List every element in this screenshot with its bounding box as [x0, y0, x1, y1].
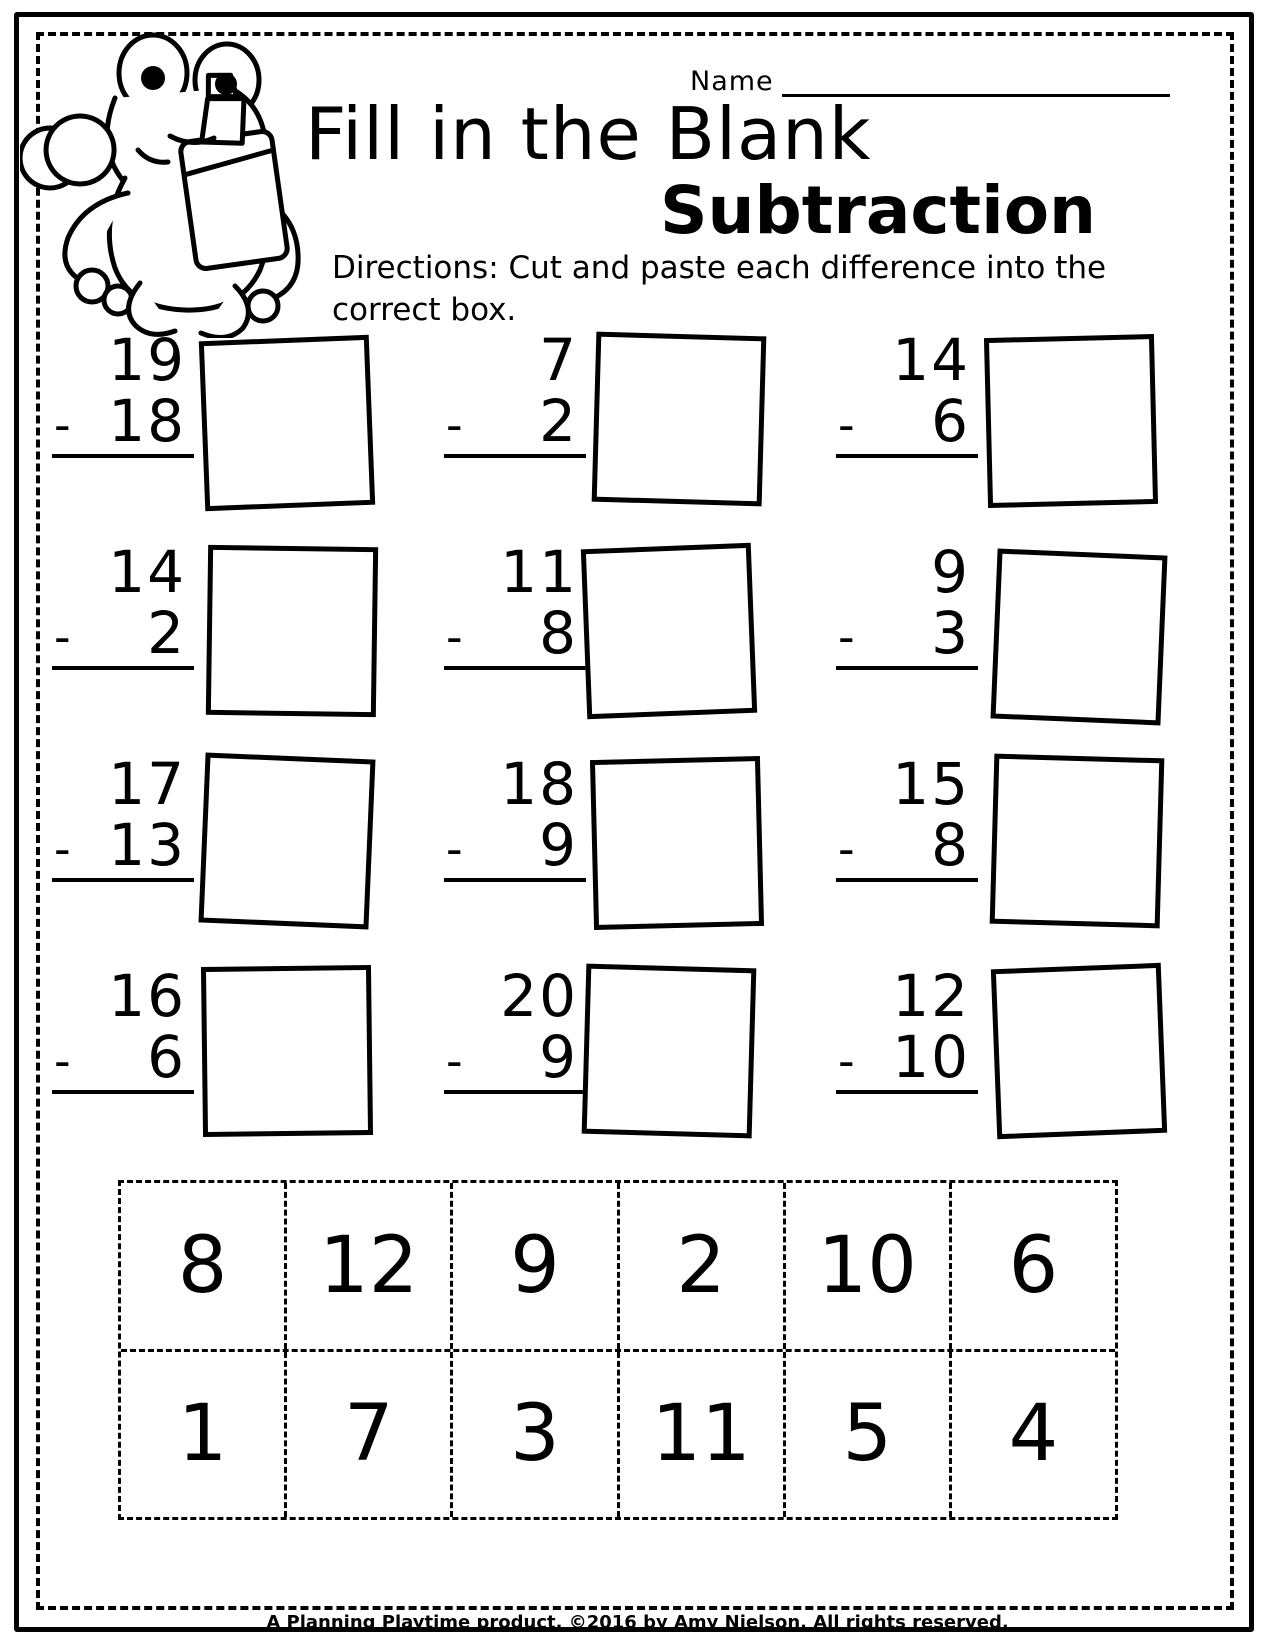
problem-item [52, 326, 422, 530]
minuend: 9 [931, 538, 970, 606]
answer-box[interactable] [592, 332, 767, 507]
minuend: 16 [108, 962, 186, 1030]
operator: - [838, 609, 855, 664]
problem-row [52, 750, 1212, 961]
problem-numbers [444, 962, 584, 1094]
frog-with-glue-bottle-icon [20, 18, 320, 338]
problem-item [836, 538, 1206, 742]
answer-box[interactable] [991, 963, 1167, 1139]
answer-card[interactable]: 10 [786, 1183, 952, 1349]
answer-card[interactable]: 8 [121, 1183, 287, 1349]
minuend: 12 [892, 962, 970, 1030]
answer-card[interactable]: 7 [287, 1352, 453, 1518]
answer-box[interactable] [991, 549, 1168, 726]
answer-box[interactable] [590, 756, 764, 930]
problem-numbers [836, 538, 976, 670]
operator: - [838, 1033, 855, 1088]
problem-item [52, 750, 422, 954]
problem-item [836, 962, 1206, 1166]
operator: - [838, 821, 855, 876]
problem-item [836, 326, 1206, 530]
subtrahend: 3 [931, 598, 970, 667]
answer-bank [118, 1180, 1118, 1520]
problem-numbers [52, 326, 192, 458]
name-label: Name [690, 66, 774, 97]
subtrahend: 18 [108, 386, 186, 455]
answer-box[interactable] [581, 543, 757, 719]
problem-item [52, 962, 422, 1166]
subtrahend: 10 [892, 1022, 970, 1091]
minuend: 15 [892, 750, 970, 818]
answer-box[interactable] [206, 545, 378, 717]
minuend: 11 [500, 538, 578, 606]
operator: - [446, 821, 463, 876]
answer-card[interactable]: 12 [287, 1183, 453, 1349]
problem-item [444, 962, 814, 1166]
subtrahend: 9 [539, 1022, 578, 1091]
problem-numbers [836, 962, 976, 1094]
subtrahend: 13 [108, 810, 186, 879]
minuend: 14 [892, 326, 970, 394]
subtrahend: 6 [931, 386, 970, 455]
problem-item [444, 326, 814, 530]
problem-row [52, 962, 1212, 1173]
minuend: 19 [108, 326, 186, 394]
operator: - [446, 1033, 463, 1088]
problem-item [444, 750, 814, 954]
operator: - [54, 821, 71, 876]
subtrahend: 8 [539, 598, 578, 667]
problem-row [52, 326, 1212, 537]
answer-card[interactable]: 3 [453, 1352, 619, 1518]
answer-box[interactable] [199, 335, 375, 511]
page-title-line1: Fill in the Blank [305, 92, 872, 176]
problem-numbers [52, 538, 192, 670]
operator: - [54, 397, 71, 452]
subtrahend: 2 [147, 598, 186, 667]
problem-row [52, 538, 1212, 749]
problem-item [52, 538, 422, 742]
answer-card[interactable]: 4 [1008, 1389, 1059, 1480]
minuend: 17 [108, 750, 186, 818]
directions-text: Directions: Cut and paste each difference into the correct box. [332, 250, 1107, 328]
answer-box[interactable] [582, 964, 757, 1139]
answer-card[interactable]: 11 [620, 1352, 786, 1518]
answer-box[interactable] [199, 753, 376, 930]
subtrahend: 6 [147, 1022, 186, 1091]
problem-item [444, 538, 814, 742]
problem-numbers [836, 326, 976, 458]
problem-numbers [836, 750, 976, 882]
operator: - [446, 397, 463, 452]
problem-numbers [444, 750, 584, 882]
answer-box[interactable] [990, 754, 1165, 929]
operator: - [54, 609, 71, 664]
problems-grid [52, 326, 1212, 1160]
answer-box[interactable] [201, 965, 373, 1137]
answer-card[interactable]: 9 [453, 1183, 619, 1349]
subtrahend: 2 [539, 386, 578, 455]
operator: - [54, 1033, 71, 1088]
copyright-footer: A Planning Playtime product. ©2016 by Amy Nielson. All rights reserved. [266, 1612, 1009, 1633]
minuend: 18 [500, 750, 578, 818]
problem-numbers [444, 326, 584, 458]
minuend: 20 [500, 962, 578, 1030]
answer-bank-row-2 [121, 1352, 1115, 1518]
problem-numbers [52, 962, 192, 1094]
problem-numbers [52, 750, 192, 882]
operator: - [838, 397, 855, 452]
subtrahend: 8 [931, 810, 970, 879]
answer-card[interactable]: 6 [1008, 1220, 1059, 1311]
minuend: 7 [539, 326, 578, 394]
page-title-line2: Subtraction [660, 172, 1097, 249]
answer-card[interactable]: 2 [620, 1183, 786, 1349]
answer-card[interactable]: 1 [121, 1352, 287, 1518]
answer-card[interactable]: 5 [786, 1352, 952, 1518]
operator: - [446, 609, 463, 664]
answer-bank-row-1 [121, 1183, 1115, 1352]
answer-box[interactable] [984, 334, 1158, 508]
problem-item [836, 750, 1206, 954]
problem-numbers [444, 538, 584, 670]
subtrahend: 9 [539, 810, 578, 879]
minuend: 14 [108, 538, 186, 606]
